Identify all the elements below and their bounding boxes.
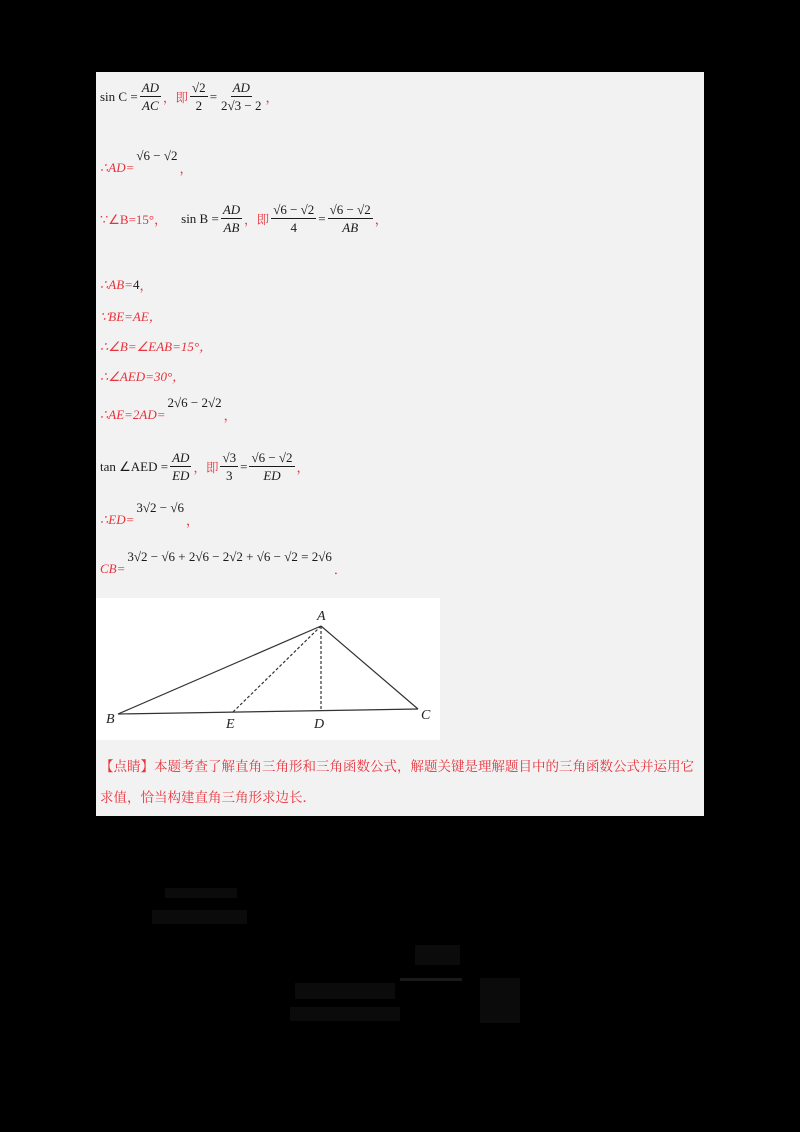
label-E: E xyxy=(226,717,235,732)
punctuation: ， xyxy=(139,278,153,293)
step-label: CB= xyxy=(100,560,126,576)
step-AB xyxy=(100,275,152,294)
faded-formula-artifact xyxy=(165,888,237,898)
segment-AE xyxy=(233,626,321,712)
punctuation: ， xyxy=(296,460,310,475)
faded-fraction-bar xyxy=(400,978,462,981)
math-value: √6 − √2 xyxy=(136,147,178,163)
triangle-figure xyxy=(96,598,440,740)
fraction: $\frac{√2}{2}$ xyxy=(192,80,206,113)
key-point-note: 【点睛】本题考查了解直角三角形和三角函数公式，解题关键是理解题目中的三角函数公式并运用它求值，恰当构建直角三角形求边长． xyxy=(100,759,694,806)
punctuation: ， xyxy=(179,161,193,176)
punctuation: ， xyxy=(374,212,388,227)
equals-sign: = xyxy=(318,210,326,226)
step-AD xyxy=(100,147,193,177)
step-label: ∵∠B=15°， xyxy=(100,212,168,227)
faded-formula-artifact xyxy=(295,983,395,999)
math-value: 3√2 − √6 + 2√6 − 2√2 + √6 − √2 = 2√6 xyxy=(127,548,332,564)
punctuation: ， xyxy=(223,408,237,423)
sinC-lhs: sin C = xyxy=(100,88,138,104)
equals-sign: = xyxy=(240,458,248,474)
step-sinB xyxy=(100,202,388,235)
step-AE xyxy=(100,394,237,424)
side-AC xyxy=(321,626,418,709)
step-BE: ∵BE=AE， xyxy=(100,309,162,324)
fraction: $\frac{√6 - √2}{ED}$ xyxy=(251,450,293,483)
label-B: B xyxy=(106,712,115,727)
faded-formula-artifact xyxy=(480,978,520,1023)
step-sinC xyxy=(100,80,279,113)
step-label: ∴AB= xyxy=(100,276,133,292)
side-BC xyxy=(118,709,418,714)
label-D: D xyxy=(314,717,325,732)
math-value: 2√6 − 2√2 xyxy=(167,394,222,410)
faded-formula-artifact xyxy=(152,910,247,924)
step-label: ∴AD= xyxy=(100,159,135,175)
step-angleEAB: ∴∠B=∠EAB=15°， xyxy=(100,339,213,354)
label-A: A xyxy=(317,609,326,624)
faded-formula-artifact xyxy=(415,945,460,965)
step-angleAED: ∴∠AED=30°， xyxy=(100,369,186,384)
punctuation: ， xyxy=(185,513,199,528)
label-C: C xyxy=(421,708,431,723)
connector-text: ，即 xyxy=(244,211,270,227)
side-AB xyxy=(118,626,321,714)
math-value: 3√2 − √6 xyxy=(136,499,184,515)
step-CB xyxy=(100,548,347,578)
step-tanAED xyxy=(100,450,310,483)
fraction: $\frac{AD}{2√3 - 2}$ xyxy=(221,80,262,113)
connector-text: ，即 xyxy=(163,89,189,105)
tan-lhs: tan ∠AED = xyxy=(100,458,169,474)
connector-text: ，即 xyxy=(193,459,219,475)
punctuation: ． xyxy=(333,562,347,577)
sinB-lhs: sin B = xyxy=(181,210,219,226)
fraction: $\frac{AD}{ED}$ xyxy=(172,450,190,483)
fraction: $\frac{AD}{AB}$ xyxy=(222,202,241,235)
faded-formula-artifact xyxy=(290,1007,400,1021)
fraction: $\frac{√6 - √2}{AB}$ xyxy=(329,202,371,235)
solution-panel xyxy=(96,72,704,816)
fraction: $\frac{√6 - √2}{4}$ xyxy=(273,202,315,235)
equals-sign: = xyxy=(209,88,218,104)
step-ED xyxy=(100,499,199,529)
step-label: ∴ED= xyxy=(100,511,135,527)
punctuation: ， xyxy=(265,90,279,105)
step-label: ∴AE=2AD= xyxy=(100,406,166,422)
fraction: $\frac{√3}{3}$ xyxy=(222,450,237,483)
fraction: $\frac{AD}{AC}$ xyxy=(141,80,160,113)
triangle-diagram xyxy=(96,598,440,740)
math-value: 4 xyxy=(132,276,140,292)
